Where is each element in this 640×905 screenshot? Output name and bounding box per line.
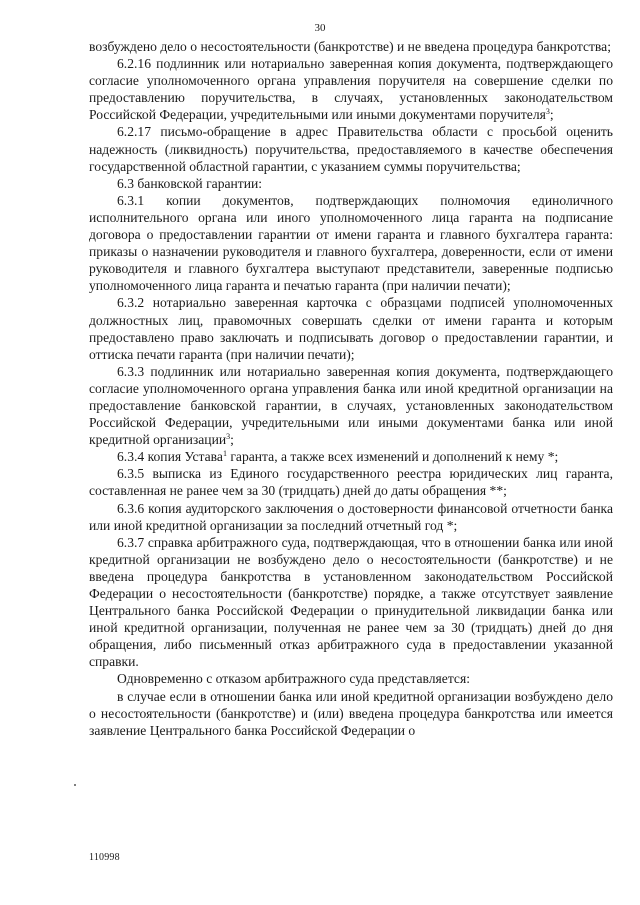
paragraph-text: 6.2.16 подлинник или нотариально заверенная копия документа, подтверждающего согласие уполномоченного органа управления поручителя на совершение сделки по предоставлению поручительства, в случаях, установленных законодательством Российской Федерации, учредительными или иными документами поручителя bbox=[89, 56, 613, 123]
paragraph bbox=[89, 123, 613, 174]
paragraph bbox=[89, 175, 613, 192]
paragraph-text-continued: ; bbox=[230, 432, 234, 448]
paragraph-text: Одновременно с отказом арбитражного суда представляется: bbox=[117, 671, 470, 687]
document-code: 110998 bbox=[89, 852, 120, 863]
paragraph-text: возбуждено дело о несостоятельности (банкротстве) и не введена процедура банкротства; bbox=[89, 39, 611, 54]
footnote-reference: 3 bbox=[545, 107, 550, 117]
paragraph-text: 6.3.5 выписка из Единого государственного реестра юридических лиц гаранта, составленная не ранее чем за 30 (тридцать) дней до даты обращения **; bbox=[89, 466, 613, 499]
paragraph bbox=[89, 534, 613, 671]
page-number: 30 bbox=[314, 22, 326, 34]
paragraph-text: 6.2.17 письмо-обращение в адрес Правительства области с просьбой оценить надежность (ликвидность) поручительства, предоставляемого в качестве обеспечения государственной областной гарантии, с указанием суммы поручительства; bbox=[89, 124, 613, 174]
document-body bbox=[89, 38, 613, 739]
paragraph-text: 6.3.1 копии документов, подтверждающих полномочия единоличного исполнительного органа или иного уполномоченного лица гаранта на подписание договора о предоставлении гарантии от имени гаранта и главного бухгалтера гаранта: приказы о назначении руководителя и главного бухгалтера, доверенности, если от имени руководителя и главного бухгалтера выступают представители, заверенные подписью уполномоченного лица гаранта и печатью гаранта (при наличии печати); bbox=[89, 192, 613, 294]
scan-artifact-dot bbox=[74, 784, 76, 786]
paragraph-text: 6.3.2 нотариально заверенная карточка с образцами подписей уполномоченных должностных лиц, правомочных совершать сделки от имени гаранта и которым предоставлено право заключать и подписывать договор о предоставлении гарантии, и оттиска печати гаранта (при наличии печати); bbox=[89, 295, 613, 362]
footnote-reference: 3 bbox=[226, 432, 231, 442]
footnote-reference: 1 bbox=[222, 449, 227, 459]
paragraph bbox=[89, 363, 613, 448]
paragraph bbox=[89, 55, 613, 123]
paragraph bbox=[89, 500, 613, 534]
paragraph-text: 6.3.7 справка арбитражного суда, подтверждающая, что в отношении банка или иной кредитной организации не возбуждено дело о несостоятельности (банкротстве) и не введена процедура банкротства в установленном законодательством Российской Федерации о несостоятельности (банкротстве) порядке, а также отсутствует заявление Центрального банка Российской Федерации о принудительной ликвидации банка или иной кредитной организации, полученная не ранее чем за 30 (тридцать) дней до дня обращения, либо письменный отказ арбитражного суда в предоставлении указанной справки. bbox=[89, 534, 613, 670]
paragraph bbox=[89, 448, 613, 465]
paragraph bbox=[89, 294, 613, 362]
paragraph bbox=[89, 688, 613, 739]
paragraph-text: 6.3.3 подлинник или нотариально заверенная копия документа, подтверждающего согласие уполномоченного органа управления банка или иной кредитной организации на предоставление банковской гарантии, в случаях, установленных законодательством Российской Федерации, учредительными или иными документами банка или иной кредитной организации bbox=[89, 363, 613, 448]
paragraph bbox=[89, 670, 613, 687]
paragraph-text: 6.3.6 копия аудиторского заключения о достоверности финансовой отчетности банка или иной кредитной организации за последний отчетный год *; bbox=[89, 500, 613, 533]
paragraph-text-continued: гаранта, а также всех изменений и дополнений к нему *; bbox=[226, 449, 559, 465]
paragraph bbox=[89, 192, 613, 295]
paragraph bbox=[89, 465, 613, 499]
paragraph-text: 6.3.4 копия Устава bbox=[117, 449, 223, 465]
paragraph-text-continued: ; bbox=[549, 107, 554, 123]
paragraph-text: 6.3 банковской гарантии: bbox=[117, 175, 263, 191]
paragraph-text: в случае если в отношении банка или иной кредитной организации возбуждено дело о несостоятельности (банкротстве) и (или) введена процедура банкротства или имеется заявление Центрального банка Российской Федерации о bbox=[89, 688, 613, 738]
paragraph bbox=[89, 38, 613, 55]
